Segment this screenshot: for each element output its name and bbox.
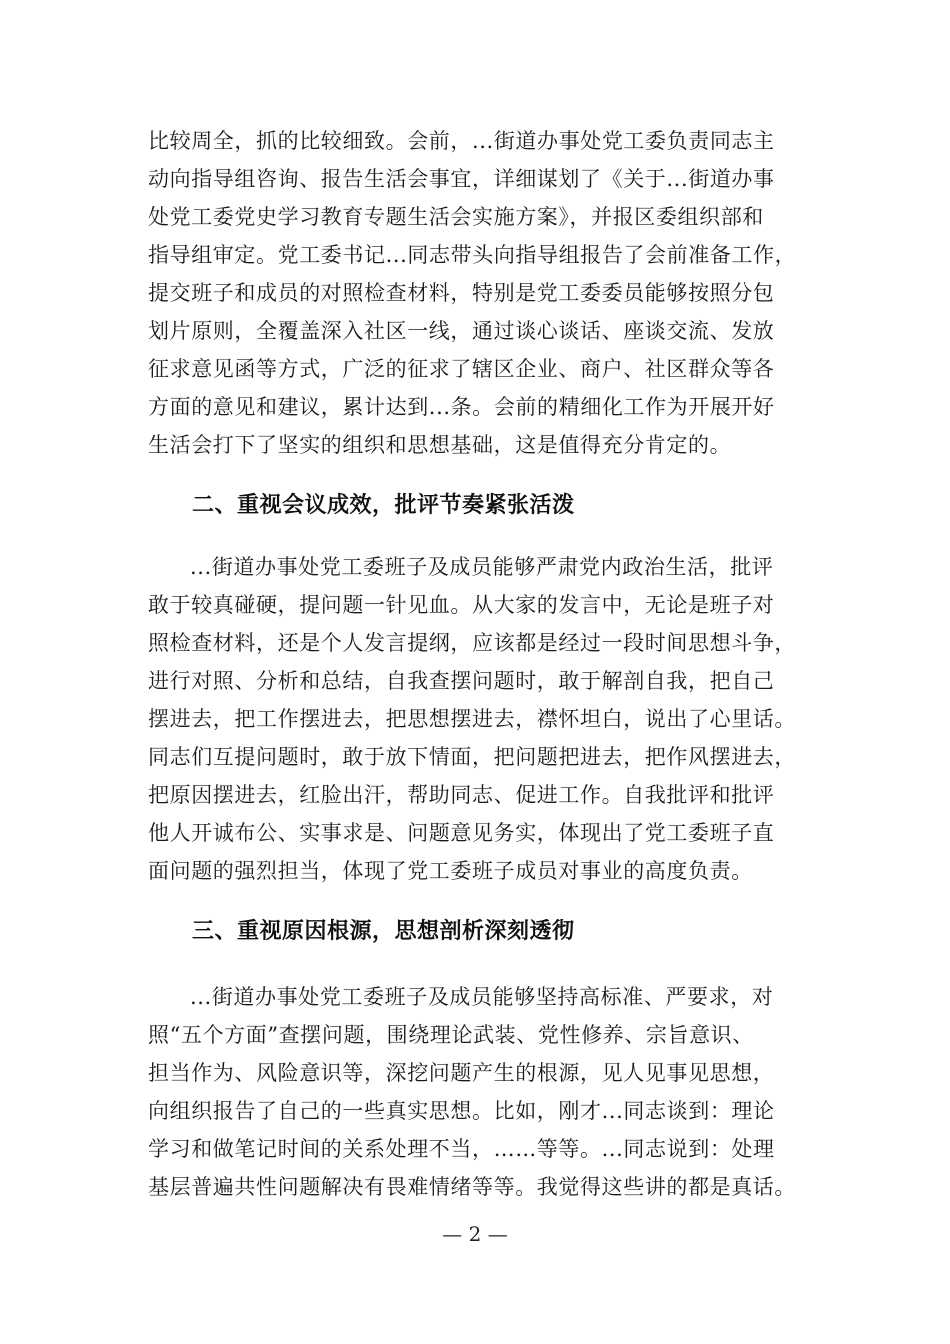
paragraph-line: ...街道办事处党工委班子及成员能够严肃党内政治生活，批评 [190, 555, 774, 579]
paragraph-line: 照检查材料，还是个人发言提纲，应该都是经过一段时间思想斗争， [148, 631, 796, 655]
paragraph-line: 指导组审定。党工委书记...同志带头向指导组报告了会前准备工作， [148, 243, 797, 267]
paragraph-line: 划片原则，全覆盖深入社区一线，通过谈心谈话、座谈交流、发放 [148, 319, 775, 343]
section-heading-3: 三、重视原因根源，思想剖析深刻透彻 [192, 919, 575, 944]
paragraph-line: 担当作为、风险意识等，深挖问题产生的根源，见人见事见思想， [148, 1061, 775, 1085]
paragraph-line: 向组织报告了自己的一些真实思想。比如，刚才...同志谈到：理论 [148, 1099, 775, 1123]
page-number: — 2 — [442, 1222, 508, 1246]
paragraph-line: 摆进去，把工作摆进去，把思想摆进去，襟怀坦白，说出了心里话。 [148, 707, 796, 731]
paragraph-line: ...街道办事处党工委班子及成员能够坚持高标准、严要求，对 [190, 985, 774, 1009]
paragraph-line: 敢于较真碰硬，提问题一针见血。从大家的发言中，无论是班子对 [148, 593, 775, 617]
paragraph-line: 比较周全，抓的比较细致。会前，...街道办事处党工委负责同志主 [148, 129, 775, 153]
paragraph-line: 方面的意见和建议，累计达到...条。会前的精细化工作为开展开好 [148, 395, 775, 419]
paragraph-line: 提交班子和成员的对照检查材料，特别是党工委委员能够按照分包 [148, 281, 775, 305]
paragraph-line: 面问题的强烈担当，体现了党工委班子成员对事业的高度负责。 [148, 859, 753, 883]
paragraph-line: 处党工委党史学习教育专题生活会实施方案》，并报区委组织部和 [148, 205, 764, 229]
paragraph-line: 征求意见函等方式，广泛的征求了辖区企业、商户、社区群众等各 [148, 357, 775, 381]
section-heading-2: 二、重视会议成效，批评节奏紧张活泼 [192, 493, 575, 518]
paragraph-line: 动向指导组咨询、报告生活会事宜，详细谋划了《关于...街道办事 [148, 167, 775, 191]
paragraph-line: 进行对照、分析和总结，自我查摆问题时，敢于解剖自我，把自己 [148, 669, 775, 693]
paragraph-line: 同志们互提问题时，敢于放下情面，把问题把进去，把作风摆进去， [148, 745, 796, 769]
paragraph-line: 生活会打下了坚实的组织和思想基础，这是值得充分肯定的。 [148, 433, 732, 457]
paragraph-line: 基层普遍共性问题解决有畏难情绪等等。我觉得这些讲的都是真话。 [148, 1175, 796, 1199]
paragraph-line: 他人开诚布公、实事求是、问题意见务实，体现出了党工委班子直 [148, 821, 775, 845]
paragraph-line: 学习和做笔记时间的关系处理不当，……等等。...同志说到：处理 [148, 1137, 775, 1161]
paragraph-line: 把原因摆进去，红脸出汗，帮助同志、促进工作。自我批评和批评 [148, 783, 775, 807]
paragraph-line: 照“五个方面”查摆问题，围绕理论武装、党性修养、宗旨意识、 [148, 1023, 754, 1047]
